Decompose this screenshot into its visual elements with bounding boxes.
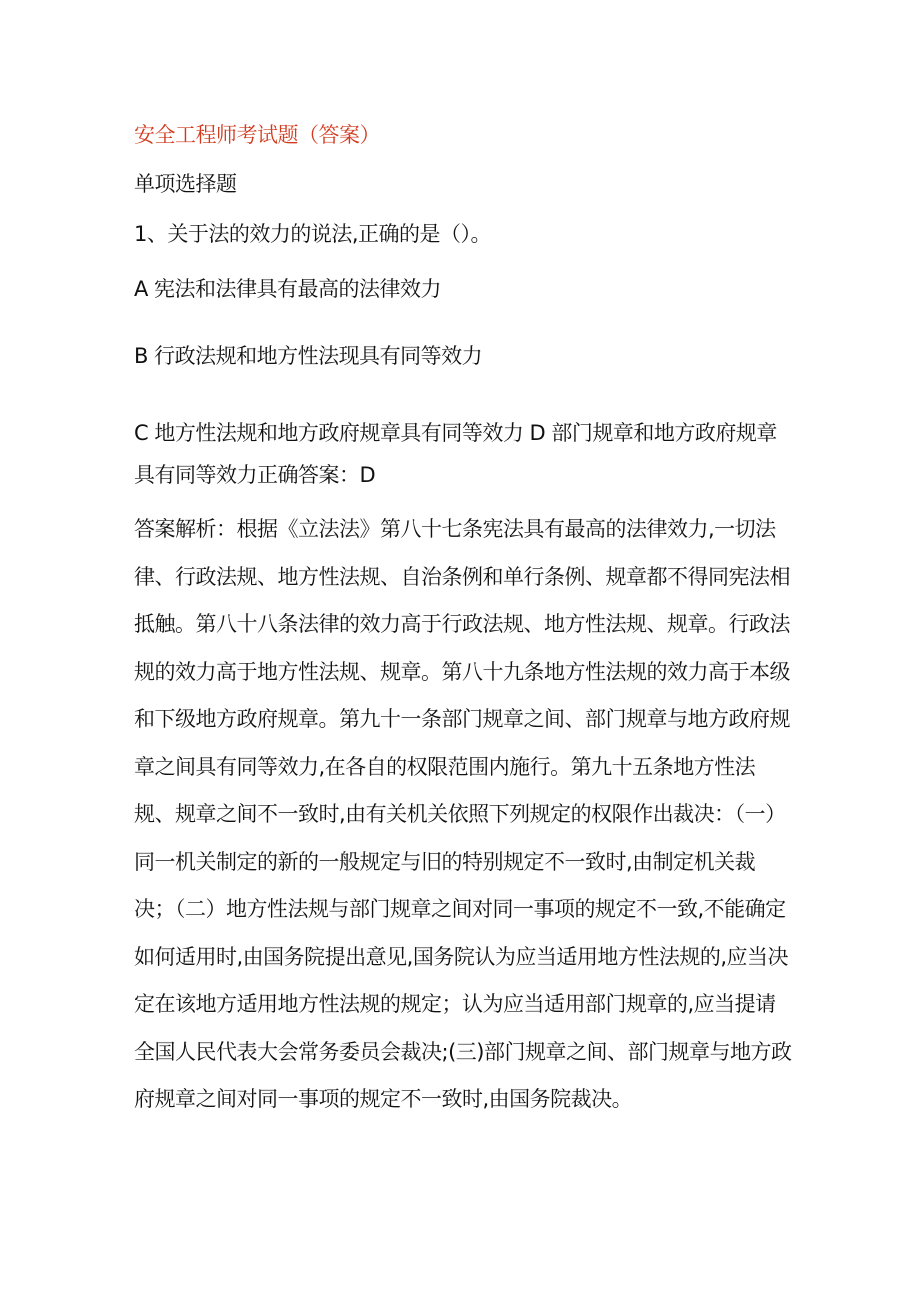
option-b: B 行政法规和地方性法现具有同等效力 — [134, 344, 483, 368]
document-title: 安全工程师考试题（答案） — [134, 123, 380, 147]
option-a: A 宪法和法律具有最高的法律效力 — [134, 277, 442, 301]
section-heading: 单项选择题 — [134, 172, 237, 196]
answer-analysis: 答案解析：根据《立法法》第八十七条宪法具有最高的法律效力,一切法律、行政法规、地方性法规、自治条例和单行条例、规章都不得同宪法相抵触。第八十八条法律的效力高于行政法规、地方性法规、规章。行政法规的效力高于地方性法规、规章。第八十九条地方性法规的效力高于本级和下级地方政府规章。第九十一条部门规章之间、部门规章与地方政府规章之间具有同等效力,在各自的权限范围内施行。第九十五条地方性法规、规章之间不一致时,由有关机关依照下列规定的权限作出裁决：（一）同一机关制定的新的一般规定与旧的特别规定不一致时,由制定机关裁决；（二）地方性法规与部门规章之间对同一事项的规定不一致,不能确定如何适用时,由国务院提出意见,国务院认为应当适用地方性法规的,应当决定在该地方适用地方性法规的规定；认为应当适用部门规章的,应当提请全国人民代表大会常务委员会裁决;(三)部门规章之间、部门规章与地方政府规章之间对同一事项的规定不一致时,由国务院裁决。 — [134, 517, 792, 1111]
options-cd-and-answer: C 地方性法规和地方政府规章具有同等效力 D 部门规章和地方政府规章具有同等效力正确答案：D — [134, 421, 777, 487]
question-text: 1、关于法的效力的说法,正确的是（）。 — [134, 222, 492, 246]
